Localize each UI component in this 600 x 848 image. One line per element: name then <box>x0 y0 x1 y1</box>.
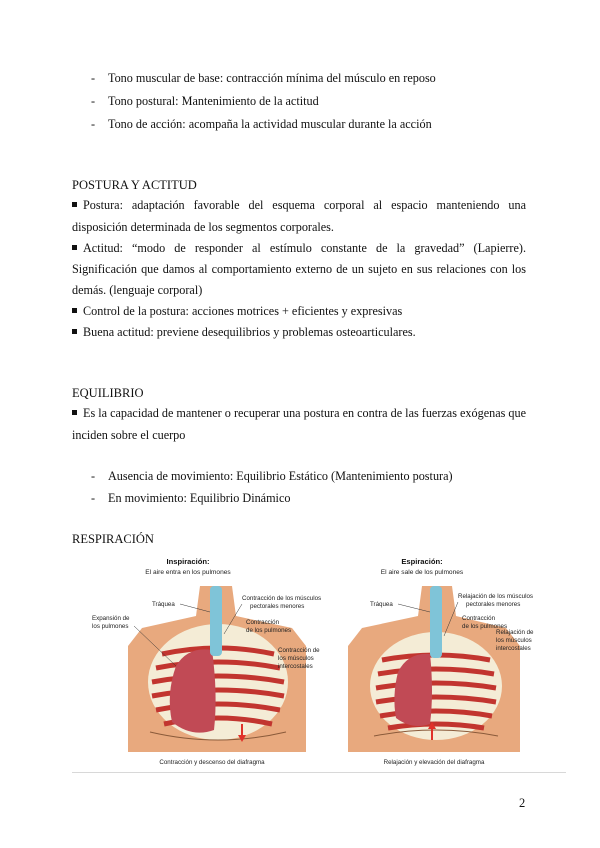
label-intercost-2: los músculos <box>496 637 532 644</box>
paragraph-line: Control de la postura: acciones motrices + eficientes y expresivas <box>72 303 402 319</box>
section-heading-postura: POSTURA Y ACTITUD <box>72 178 197 192</box>
paragraph-line: inciden sobre el cuerpo <box>72 428 186 442</box>
page-number: 2 <box>519 796 526 810</box>
label-intercost-3: intercostales <box>496 645 531 652</box>
inspiration-title: Inspiración: <box>166 557 210 566</box>
paragraph-line: Postura: adaptación favorable del esquema corporal al espacio manteniendo una <box>72 197 526 213</box>
label-pulmones-2: de los pulmones <box>462 623 508 630</box>
list-item: En movimiento: Equilibrio Dinámico <box>108 491 291 505</box>
section-heading-equilibrio: EQUILIBRIO <box>72 386 144 400</box>
paragraph-line: Actitud: “modo de responder al estímulo constante de la gravedad” (Lapierre). <box>72 240 526 256</box>
paragraph-line: Significación que damos al comportamiento externo de un sujeto en sus relaciones con los <box>72 262 526 276</box>
label-expansion-2: los pulmones <box>92 623 129 630</box>
label-traquea: Tráquea <box>370 601 393 608</box>
section-heading-respiracion: RESPIRACIÓN <box>72 532 154 546</box>
list-item: Tono postural: Mantenimiento de la actitud <box>108 94 319 108</box>
list-item: Tono muscular de base: contracción mínima del músculo en reposo <box>108 71 436 85</box>
paragraph-line: demás. (lenguaje corporal) <box>72 283 203 297</box>
inspiration-subtitle: El aire entra en los pulmones <box>145 569 231 576</box>
list-dash: - <box>91 469 96 483</box>
expiration-caption: Relajación y elevación del diafragma <box>383 759 485 766</box>
label-pectorales-2: pectorales menores <box>466 601 521 608</box>
label-pectorales-1: Contracción de los músculos <box>242 595 322 602</box>
inspiration-caption: Contracción y descenso del diafragma <box>159 759 265 766</box>
expiration-title: Espiración: <box>401 557 443 566</box>
paragraph-line: Buena actitud: previene desequilibrios y problemas osteoarticulares. <box>72 324 416 340</box>
list-dash: - <box>91 117 96 131</box>
label-pectorales-1: Relajación de los músculos <box>458 593 533 600</box>
trachea-shape <box>430 586 442 658</box>
paragraph-line: disposición determinada de los segmentos corporales. <box>72 220 334 234</box>
label-expansion-1: Expansión de <box>92 615 130 622</box>
label-pulmones-2: de los pulmones <box>246 627 292 634</box>
square-bullet-icon <box>72 410 77 415</box>
expiration-subtitle: El aire sale de los pulmones <box>380 569 464 576</box>
list-item: Ausencia de movimiento: Equilibrio Estático (Mantenimiento postura) <box>108 469 453 483</box>
list-dash: - <box>91 71 96 85</box>
label-intercost-2: los músculos <box>278 655 314 662</box>
list-dash: - <box>91 94 96 108</box>
square-bullet-icon <box>72 202 77 207</box>
label-intercost-1: Relajación de <box>496 629 534 636</box>
label-pectorales-2: pectorales menores <box>250 603 305 610</box>
expiration-panel <box>348 557 534 766</box>
paragraph-line: Es la capacidad de mantener o recuperar una postura en contra de las fuerzas exógenas que <box>72 405 526 421</box>
inspiration-panel <box>92 557 321 766</box>
square-bullet-icon <box>72 308 77 313</box>
square-bullet-icon <box>72 245 77 250</box>
list-dash: - <box>91 491 96 505</box>
label-intercost-3: intercostales <box>278 663 313 670</box>
label-intercost-1: Contracción de <box>278 647 320 654</box>
square-bullet-icon <box>72 329 77 334</box>
label-traquea: Tráquea <box>152 601 175 608</box>
trachea-shape <box>210 586 222 656</box>
label-pulmones-1: Contracción <box>246 619 280 626</box>
breathing-illustration <box>92 554 534 770</box>
label-pulmones-1: Contracción <box>462 615 496 622</box>
footer-divider <box>72 772 566 773</box>
list-item: Tono de acción: acompaña la actividad muscular durante la acción <box>108 117 432 131</box>
